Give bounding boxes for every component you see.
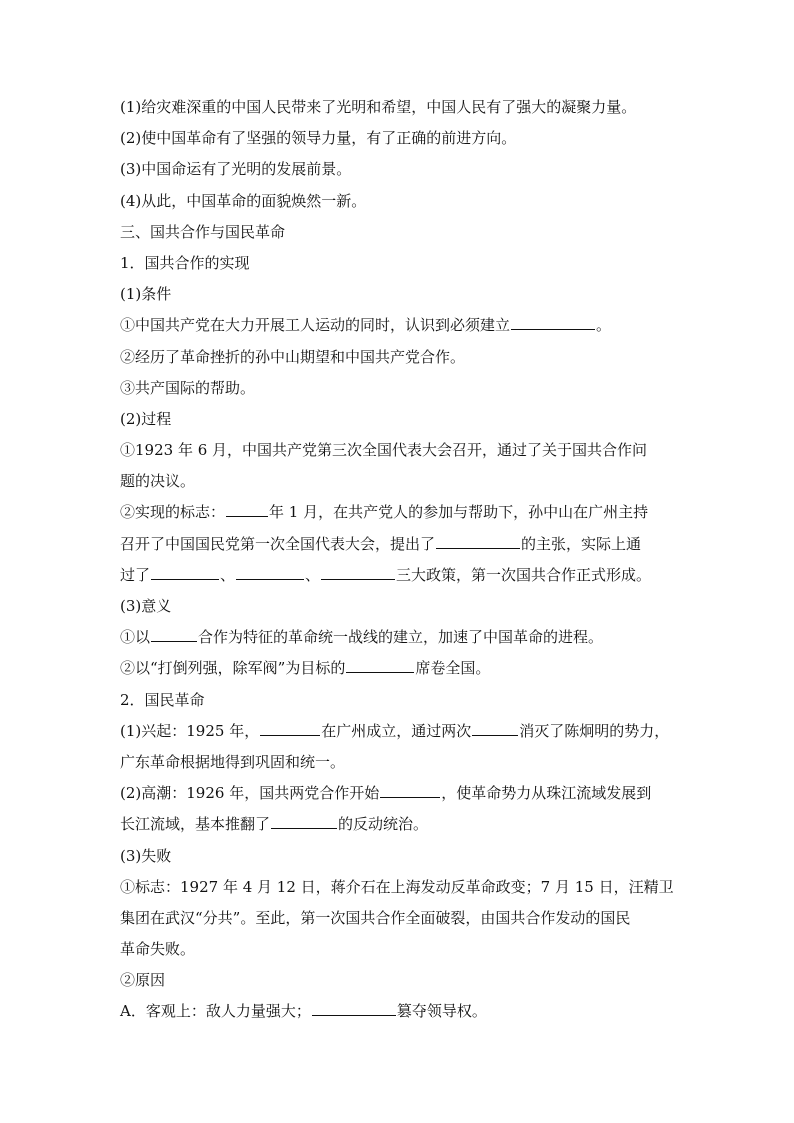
significance-item-2 xyxy=(120,123,680,154)
climax-item-continued xyxy=(120,809,680,840)
meaning-heading xyxy=(120,591,680,622)
paragraph-text: (4)从此，中国革命的面貌焕然一新。 xyxy=(120,191,367,210)
paragraph-text: 广东革命根据地得到巩固和统一。 xyxy=(120,752,346,771)
condition-item-3 xyxy=(120,373,680,404)
document-body xyxy=(120,92,680,1028)
meaning-item-1 xyxy=(120,622,680,653)
climax-item xyxy=(120,778,680,809)
fill-in-blank[interactable] xyxy=(312,999,396,1016)
paragraph-text: (1)兴起：1925 年， xyxy=(120,721,260,740)
paragraph-text: ①中国共产党在大力开展工人运动的同时，认识到必须建立 xyxy=(120,316,511,335)
process-heading xyxy=(120,404,680,435)
paragraph-text: ②原因 xyxy=(120,971,166,990)
rise-item-continued xyxy=(120,747,680,778)
paragraph-text: ③共产国际的帮助。 xyxy=(120,378,256,397)
subsection-heading-1 xyxy=(120,248,680,279)
failure-heading xyxy=(120,841,680,872)
paragraph-text: 集团在武汉“分共”。至此，第一次国共合作全面破裂，由国共合作发动的国民 xyxy=(120,908,631,927)
paragraph-text: 、 xyxy=(220,565,236,584)
paragraph-text: 消灭了陈炯明的势力， xyxy=(519,721,670,740)
paragraph-text: 长江流域，基本推翻了 xyxy=(120,815,271,834)
fill-in-blank[interactable] xyxy=(260,719,320,736)
paragraph-text: 过了 xyxy=(120,565,151,584)
significance-item-3 xyxy=(120,154,680,185)
paragraph-text: ②实现的标志： xyxy=(120,503,226,522)
paragraph-text: 革命失败。 xyxy=(120,940,196,959)
paragraph-text: 篡夺领导权。 xyxy=(396,1002,487,1021)
section-heading-text: 三、国共合作与国民革命 xyxy=(120,222,286,241)
process-item-1 xyxy=(120,435,680,466)
failure-reasons-heading xyxy=(120,965,680,996)
fill-in-blank[interactable] xyxy=(321,563,395,580)
failure-sign-item-end xyxy=(120,934,680,965)
fill-in-blank[interactable] xyxy=(151,625,197,642)
rise-item xyxy=(120,716,680,747)
failure-sign-item-continued xyxy=(120,903,680,934)
paragraph-text: 的反动统治。 xyxy=(338,815,429,834)
fill-in-blank[interactable] xyxy=(271,812,337,829)
fill-in-blank[interactable] xyxy=(346,656,414,673)
paragraph-text: ①标志：1927 年 4 月 12 日，蒋介石在上海发动反革命政变；7 月 15 日，汪精卫 xyxy=(120,877,674,896)
paragraph-text: 三大政策，第一次国共合作正式形成。 xyxy=(396,565,652,584)
fill-in-blank[interactable] xyxy=(511,313,595,330)
paragraph-text: (3)失败 xyxy=(120,846,172,865)
fill-in-blank[interactable] xyxy=(436,532,520,549)
subsection-heading-2 xyxy=(120,685,680,716)
paragraph-text: 。 xyxy=(596,316,612,335)
process-item-1-continued xyxy=(120,466,680,497)
paragraph-text: 合作为特征的革命统一战线的建立，加速了中国革命的进程。 xyxy=(198,628,604,647)
paragraph-text: (1)条件 xyxy=(120,285,172,304)
paragraph-text: (2)过程 xyxy=(120,409,172,428)
paragraph-text: 席卷全国。 xyxy=(415,659,491,678)
condition-item-2 xyxy=(120,342,680,373)
process-item-2-continued xyxy=(120,529,680,560)
subsection-heading-text: 2．国民革命 xyxy=(120,690,205,709)
paragraph-text: (1)给灾难深重的中国人民带来了光明和希望，中国人民有了强大的凝聚力量。 xyxy=(120,98,637,116)
paragraph-text: 的主张，实际上通 xyxy=(521,534,642,553)
conditions-heading xyxy=(120,279,680,310)
fill-in-blank[interactable] xyxy=(236,563,304,580)
paragraph-text: ①1923 年 6 月，中国共产党第三次全国代表大会召开，通过了关于国共合作问 xyxy=(120,441,648,460)
paragraph-text: A．客观上：敌人力量强大； xyxy=(120,1002,311,1021)
paragraph-text: (2)高潮：1926 年，国共两党合作开始 xyxy=(120,784,380,803)
meaning-item-2 xyxy=(120,653,680,684)
failure-sign-item xyxy=(120,872,680,903)
fill-in-blank[interactable] xyxy=(380,781,440,798)
paragraph-text: ②以“打倒列强，除军阀”为目标的 xyxy=(120,659,346,678)
condition-item-1 xyxy=(120,310,680,341)
paragraph-text: 召开了中国国民党第一次全国代表大会，提出了 xyxy=(120,534,436,553)
significance-item-4 xyxy=(120,186,680,217)
process-item-2-policies xyxy=(120,560,680,591)
paragraph-text: ①以 xyxy=(120,628,151,647)
paragraph-text: ②经历了革命挫折的孙中山期望和中国共产党合作。 xyxy=(120,347,466,366)
paragraph-text: 在广州成立，通过两次 xyxy=(321,721,472,740)
fill-in-blank[interactable] xyxy=(226,500,268,517)
objective-reason-item xyxy=(120,996,680,1027)
paragraph-text: (2)使中国革命有了坚强的领导力量，有了正确的前进方向。 xyxy=(120,129,517,148)
fill-in-blank[interactable] xyxy=(472,719,518,736)
paragraph-text: ，使革命势力从珠江流域发展到 xyxy=(441,784,652,803)
paragraph-text: 题的决议。 xyxy=(120,472,196,491)
significance-item-1 xyxy=(120,92,680,123)
paragraph-text: 、 xyxy=(305,565,321,584)
section-heading xyxy=(120,217,680,248)
paragraph-text: (3)意义 xyxy=(120,597,172,615)
fill-in-blank[interactable] xyxy=(151,563,219,580)
paragraph-text: (3)中国命运有了光明的发展前景。 xyxy=(120,160,352,179)
process-item-2 xyxy=(120,497,680,528)
subsection-heading-text: 1．国共合作的实现 xyxy=(120,253,250,272)
paragraph-text: 年 1 月，在共产党人的参加与帮助下，孙中山在广州主持 xyxy=(269,503,649,522)
